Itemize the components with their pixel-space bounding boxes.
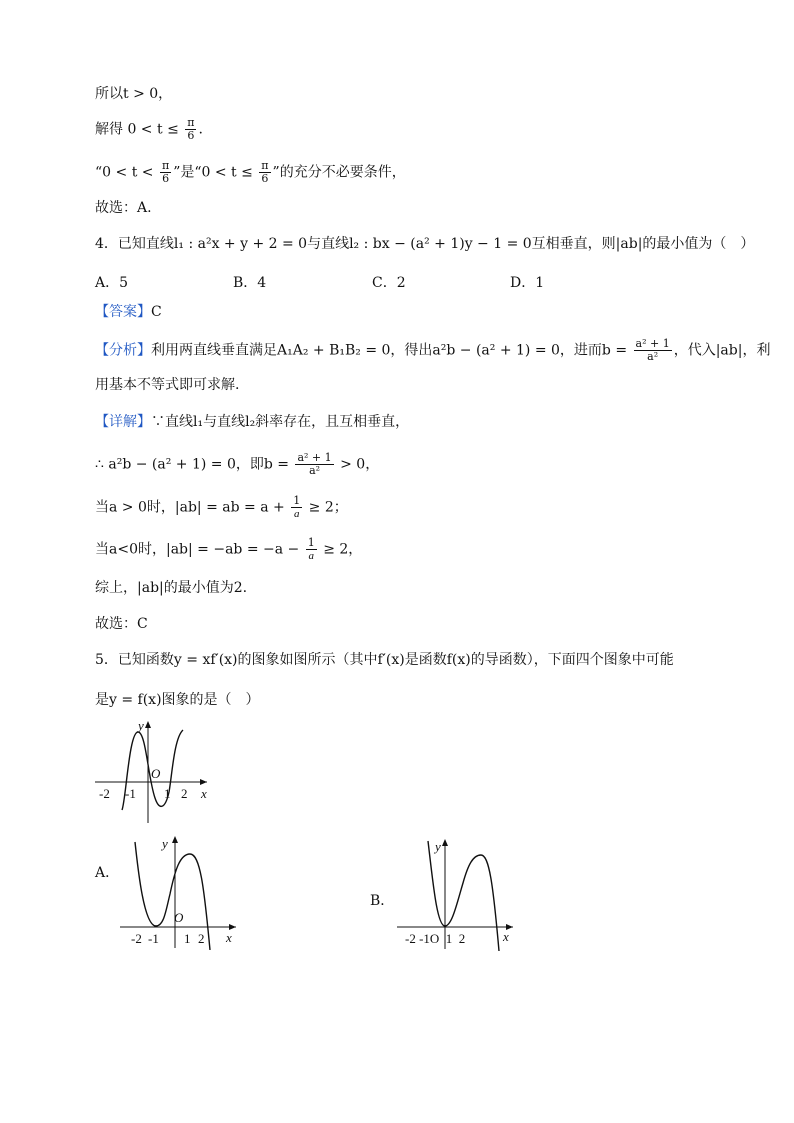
- text-line: 故选：C: [95, 616, 148, 632]
- fraction: [160, 160, 171, 185]
- text-span: > 0，: [335, 456, 380, 473]
- frac-num: π: [187, 116, 195, 129]
- option-b-label: B．: [370, 893, 395, 909]
- frac-den: a: [293, 508, 300, 520]
- text-span: .: [198, 121, 203, 138]
- tick-label: 1: [164, 786, 171, 801]
- detail-tag: 【详解】: [95, 414, 151, 430]
- tick-label: -2: [99, 786, 110, 801]
- text-line: [95, 160, 406, 185]
- origin-label: O: [151, 766, 161, 781]
- fraction: [185, 117, 196, 142]
- option-a-label: A．: [95, 865, 120, 881]
- option-d: D．1: [510, 275, 545, 291]
- text-span: 当a<0时，|ab| = −ab = −a −: [95, 541, 304, 558]
- option-b: B．4: [233, 275, 267, 291]
- question-5-stem-cont: 是y = f(x)图象的是（ ）: [95, 692, 260, 708]
- text-span: “0 < t <: [95, 164, 158, 181]
- fraction: [291, 495, 302, 520]
- tick-label: -2: [131, 931, 142, 946]
- text-line: 综上，|ab|的最小值为2.: [95, 580, 248, 596]
- text-line: [95, 117, 203, 142]
- fraction: [634, 338, 672, 363]
- y-axis-arrow-icon: [172, 836, 178, 843]
- x-label: x: [503, 929, 509, 944]
- frac-den: 6: [187, 129, 195, 142]
- y-axis-arrow-icon: [145, 721, 151, 728]
- frac-num: π: [161, 159, 170, 172]
- tick-label: -1: [148, 931, 159, 946]
- question-4-stem: 4．已知直线l₁ : a²x + y + 2 = 0与直线l₂ : bx − (a² + 1)y − 1 = 0互相垂直，则|ab|的最小值为（ ）: [95, 236, 755, 252]
- tick-labels: -2 -1O 1 2: [405, 931, 466, 946]
- frac-num: a² + 1: [297, 451, 332, 464]
- tick-label: 1: [184, 931, 191, 946]
- frac-num: a² + 1: [635, 337, 670, 350]
- x-label: x: [226, 930, 232, 945]
- option-c: C．2: [372, 275, 406, 291]
- frac-den: 6: [162, 172, 170, 185]
- fraction: [295, 452, 333, 477]
- frac-den: a: [308, 550, 314, 562]
- frac-num: 1: [307, 536, 315, 549]
- text-span: ≥ 2；: [304, 499, 348, 516]
- detail-line: [95, 412, 409, 432]
- y-label: y: [138, 718, 144, 733]
- x-axis-arrow-icon: [200, 779, 207, 785]
- answer-line: [95, 302, 162, 322]
- tick-label: 2: [181, 786, 188, 801]
- analysis-line: [95, 338, 770, 363]
- fraction: [306, 537, 317, 562]
- text-span: 解得 0 < t ≤: [95, 121, 184, 138]
- tick-label: 2: [198, 931, 205, 946]
- frac-den: 6: [261, 172, 269, 185]
- text-span: 当a > 0时，|ab| = ab = a +: [95, 499, 290, 516]
- y-label: y: [162, 836, 168, 851]
- frac-num: π: [261, 159, 269, 172]
- fraction: [259, 160, 270, 185]
- graph-option-b: [395, 833, 515, 953]
- y-axis-arrow-icon: [442, 839, 448, 846]
- frac-den: a²: [647, 350, 659, 363]
- question-5-stem: 5．已知函数y = xf′(x)的图象如图所示（其中f′(x)是函数f(x)的导函数），下面四个图象中可能: [95, 652, 674, 668]
- answer-value: C: [151, 304, 162, 320]
- graph-option-a: [118, 830, 238, 950]
- graph-xfprime: [95, 718, 210, 826]
- text-span: ∴ a²b − (a² + 1) = 0，即b =: [95, 456, 294, 473]
- text-span: ∵直线l₁与直线l₂斜率存在，且互相垂直，: [151, 414, 410, 430]
- text-line: [95, 452, 379, 477]
- text-span: ”的充分不必要条件，: [272, 164, 406, 181]
- origin-label: O: [174, 910, 184, 925]
- text-line: 所以t > 0，: [95, 86, 173, 102]
- text-span: 利用两直线垂直满足A₁A₂ + B₁B₂ = 0，得出a²b − (a² + 1) = 0，进而b =: [151, 342, 632, 359]
- text-line: [95, 537, 362, 562]
- text-span: ，代入|ab|，利: [673, 342, 771, 359]
- text-span: ”是“0 < t ≤: [173, 164, 258, 181]
- y-label: y: [435, 839, 441, 854]
- text-span: ≥ 2，: [318, 541, 363, 558]
- answer-tag: 【答案】: [95, 304, 151, 320]
- option-a: A．5: [95, 275, 129, 291]
- frac-num: 1: [293, 494, 301, 507]
- frac-den: a²: [309, 464, 321, 477]
- text-line: [95, 495, 348, 520]
- x-label: x: [201, 786, 207, 801]
- tick-label: -1: [125, 786, 136, 801]
- text-line: 用基本不等式即可求解.: [95, 377, 240, 393]
- analysis-tag: 【分析】: [95, 342, 151, 359]
- text-line: 故选：A.: [95, 200, 152, 216]
